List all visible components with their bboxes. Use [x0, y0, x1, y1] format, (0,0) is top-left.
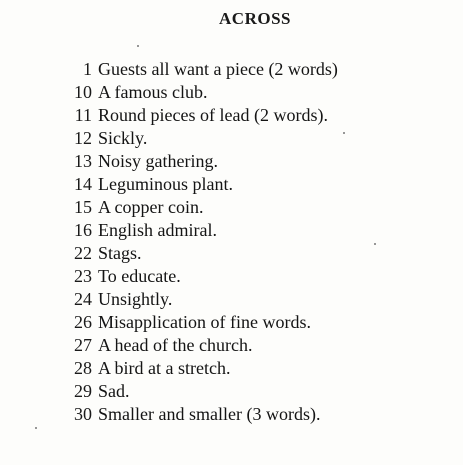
- clue-item: [0, 380, 463, 403]
- clue-item: [0, 311, 463, 334]
- clue-number: 13: [74, 151, 92, 171]
- print-speck: [343, 132, 345, 134]
- clue-number: 12: [74, 128, 92, 148]
- clue-number: 27: [74, 335, 92, 355]
- clue-number: 30: [74, 404, 92, 424]
- clue-item: [0, 127, 463, 150]
- clue-number: 23: [74, 266, 92, 286]
- clue-number: 15: [74, 197, 92, 217]
- clue-number: 11: [74, 105, 92, 125]
- clue-text: Leguminous plant.: [98, 174, 233, 194]
- clue-number: 29: [74, 381, 92, 401]
- print-speck: [35, 427, 37, 429]
- print-speck: [137, 45, 139, 47]
- clue-item: [0, 334, 463, 357]
- clue-text: To educate.: [98, 266, 181, 286]
- clue-item: [0, 219, 463, 242]
- clue-number: 22: [74, 243, 92, 263]
- clue-item: [0, 403, 463, 426]
- clue-item: [0, 265, 463, 288]
- clue-text: Round pieces of lead (2 words).: [98, 105, 328, 125]
- clue-item: [0, 196, 463, 219]
- clue-item: [0, 288, 463, 311]
- clue-number: 16: [74, 220, 92, 240]
- clue-number: 28: [74, 358, 92, 378]
- clue-text: Noisy gathering.: [98, 151, 218, 171]
- clue-item: [0, 58, 463, 81]
- clue-text: A copper coin.: [98, 197, 204, 217]
- section-heading: ACROSS: [219, 9, 291, 28]
- clue-number: 26: [74, 312, 92, 332]
- clue-text: Smaller and smaller (3 words).: [98, 404, 321, 424]
- clue-text: A bird at a stretch.: [98, 358, 231, 378]
- clue-text: Stags.: [98, 243, 142, 263]
- clue-item: [0, 81, 463, 104]
- clue-item: [0, 150, 463, 173]
- clue-list: [0, 58, 463, 426]
- clue-text: Sad.: [98, 381, 130, 401]
- clue-number: 14: [74, 174, 92, 194]
- print-speck: [374, 243, 376, 245]
- clue-item: [0, 173, 463, 196]
- clue-item: [0, 242, 463, 265]
- clue-text: A famous club.: [98, 82, 208, 102]
- clue-number: 10: [74, 82, 92, 102]
- clue-number: 24: [74, 289, 92, 309]
- clue-item: [0, 357, 463, 380]
- clue-text: English admiral.: [98, 220, 217, 240]
- clue-text: Misapplication of fine words.: [98, 312, 311, 332]
- clue-text: Unsightly.: [98, 289, 173, 309]
- clue-item: [0, 104, 463, 127]
- clue-number: 1: [83, 59, 92, 79]
- clue-text: Guests all want a piece (2 words): [98, 59, 338, 79]
- clue-text: Sickly.: [98, 128, 148, 148]
- clue-text: A head of the church.: [98, 335, 253, 355]
